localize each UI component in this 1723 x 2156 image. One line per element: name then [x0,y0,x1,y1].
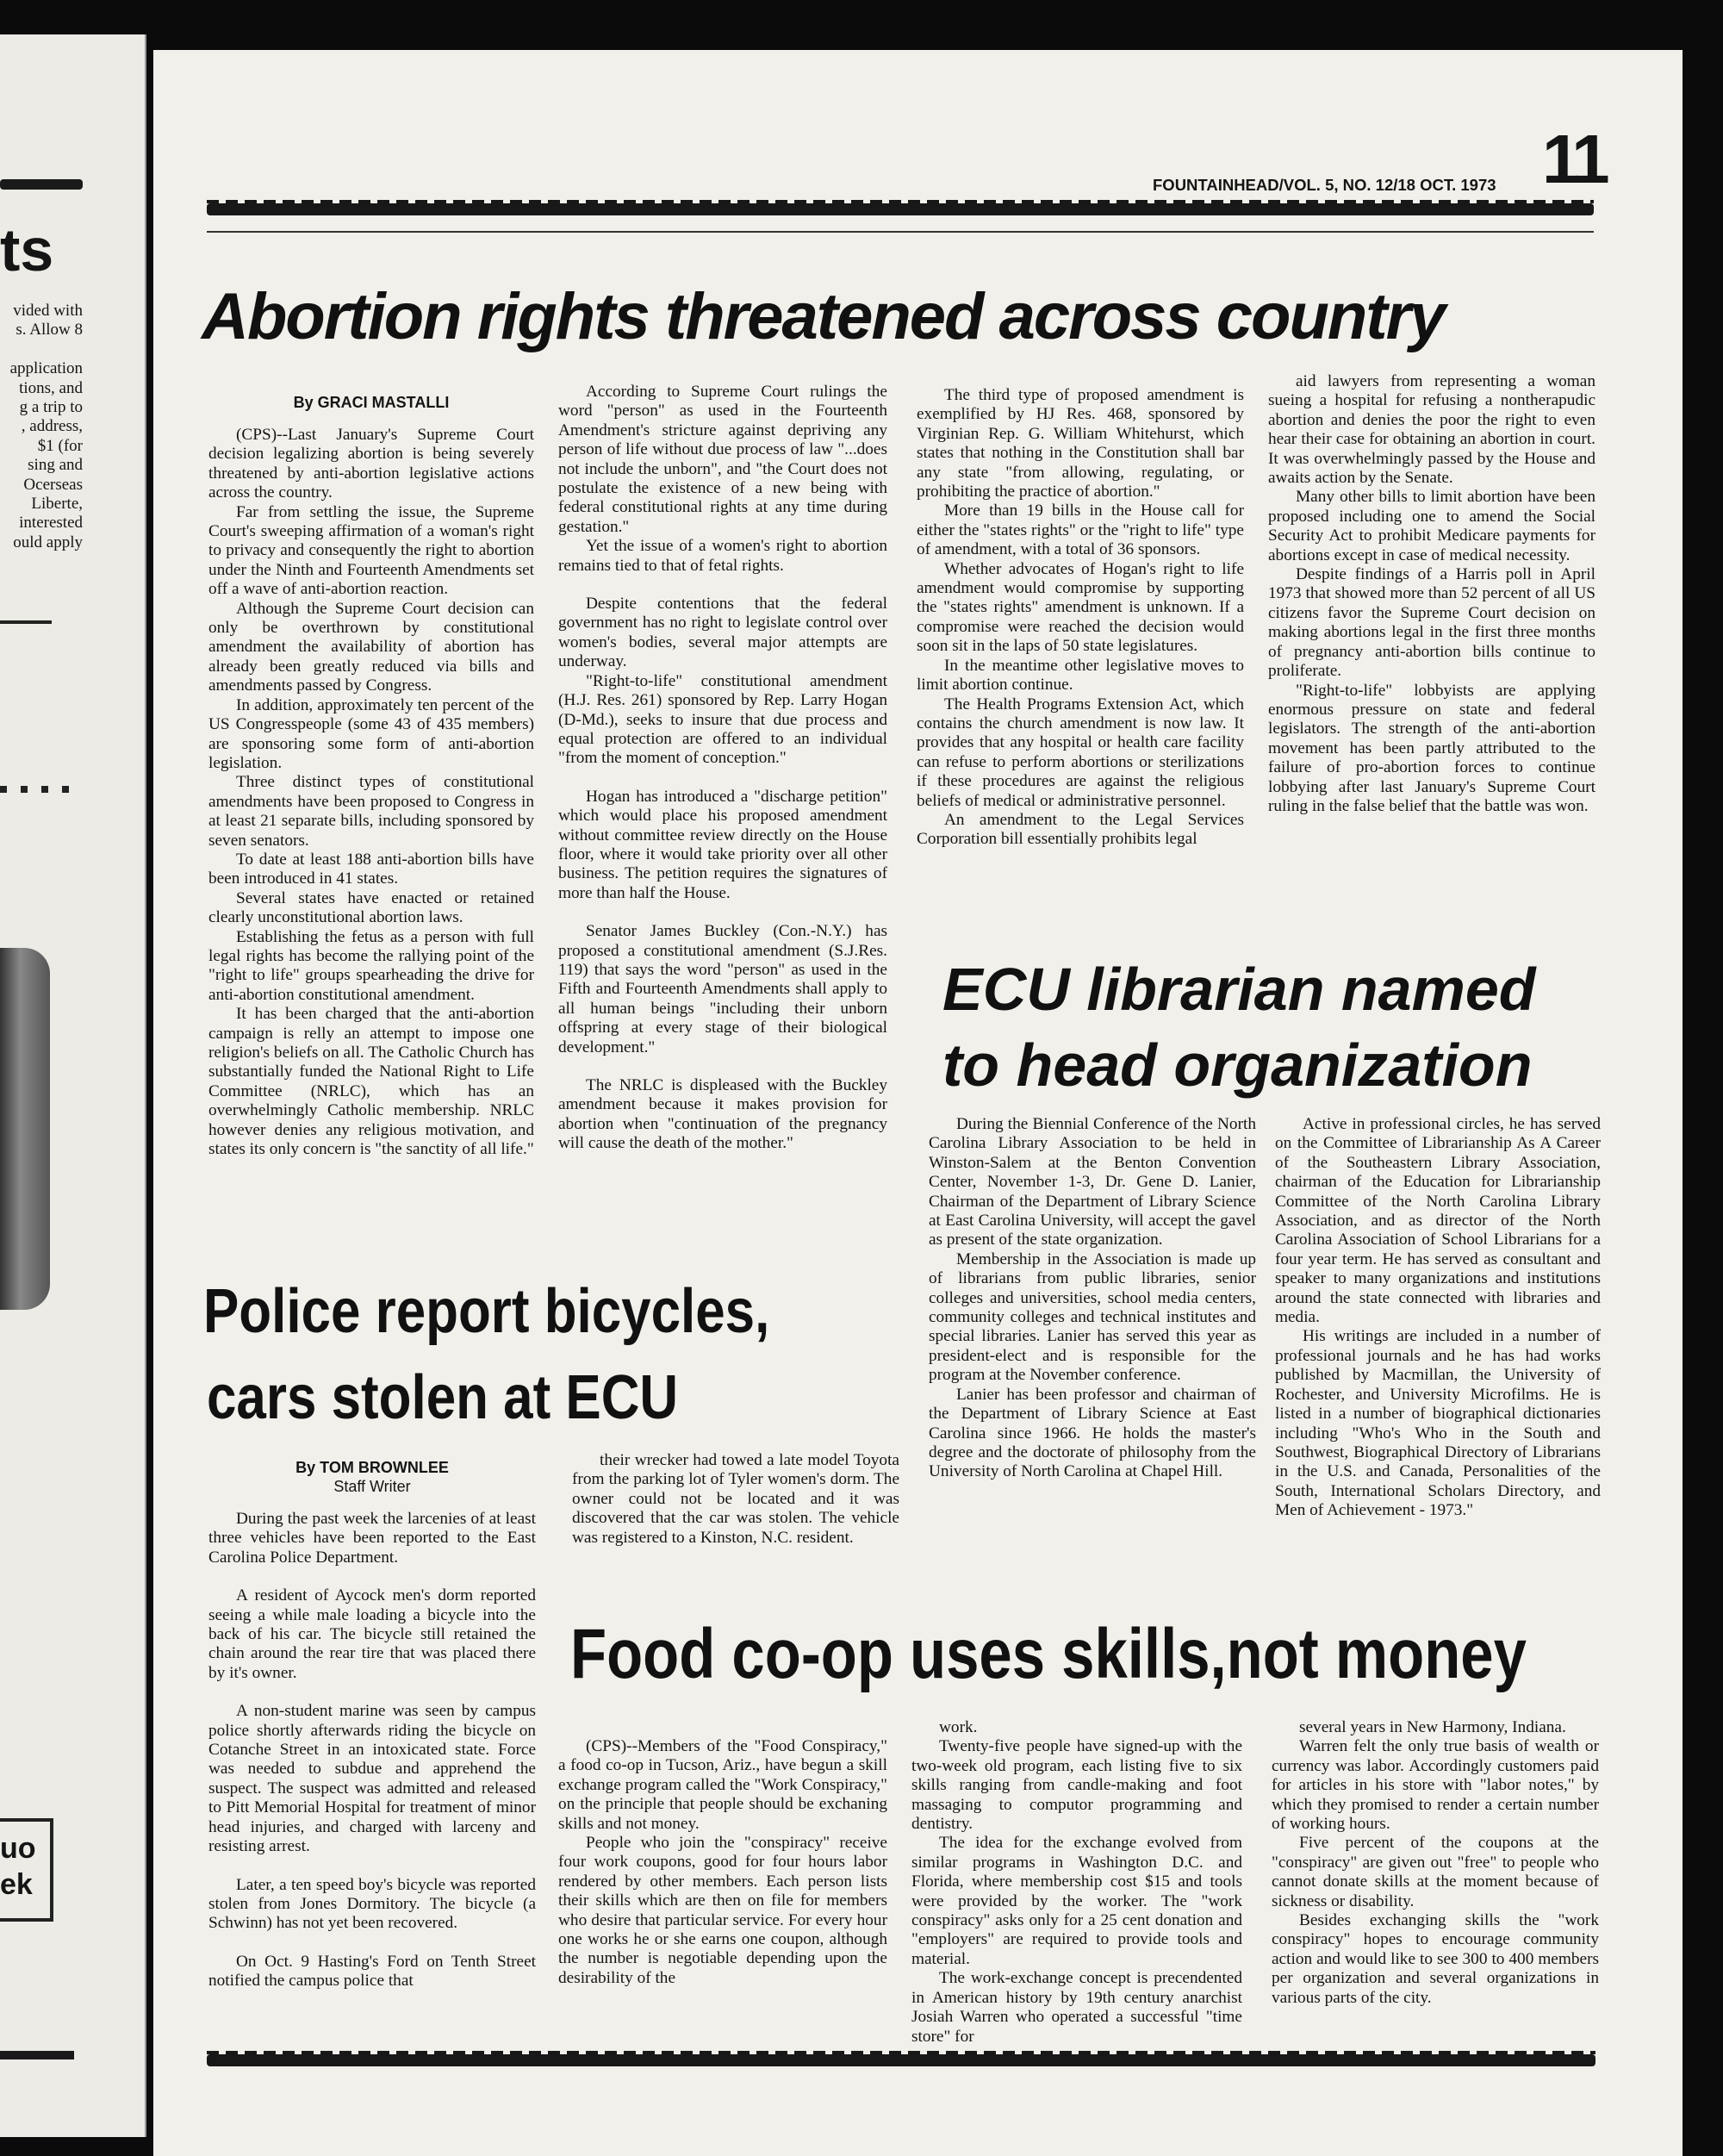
left-page-line: $1 (for [37,436,83,455]
paragraph: During the Biennial Conference of the North Carolina Library Association to be held in Winston-Salem at the Benton Convention Center, November 1-3, Dr. Gene D. Lanier, Chairman of the Department of Library Science at East Carolina University, will accept the gavel as present of the state organization. [929,1115,1256,1249]
paragraph: Far from settling the issue, the Supreme Court's sweeping affirmation of a woman's right to privacy and consequently the right to abortion under the Ninth and Fourteenth Amendments set off a wave of anti-abortion reaction. [208,502,534,599]
left-page-line: , address, [21,417,83,436]
article4-col3 [1272,1718,1599,2082]
paragraph: Later, a ten speed boy's bicycle was reported stolen from Jones Dormitory. The bicycle (a Schwinn) has not yet been recovered. [208,1875,536,1933]
paragraph: work. [939,1718,978,1736]
headline-police-report-line1: Police report bicycles, [203,1277,770,1346]
paragraph: To date at least 188 anti-abortion bills have been introduced in 41 states. [208,850,534,888]
paragraph: Several states have enacted or retained clearly unconstitutional abortion laws. [208,888,534,927]
left-page-line: Ocerseas [23,475,83,494]
left-page-text-lines [0,302,86,595]
paragraph: (CPS)--Last January's Supreme Court decision legalizing abortion is being severely threatened by anti-abortion legislative actions across the country. [208,426,534,502]
paragraph: Besides exchanging skills the "work conspiracy" hopes to encourage community action and would like to see 300 to 400 members per organization and several organizations in various parts of the city. [1272,1911,1599,2007]
newspaper-page [153,50,1683,2156]
left-page-divider [0,620,52,624]
article3-byline-role: Staff Writer [333,1478,411,1495]
paragraph: Establishing the fetus as a person with full legal rights has become the rallying point of the "right to life" groups spearheading the drive for anti-abortion constitutional amendment. [208,927,534,1004]
paragraph: The Health Programs Extension Act, which contains the church amendment is now law. It provides that any hospital or health care facility can refuse to perform abortions or sterilizations if these procedures are against the religious beliefs of medical or administrative personnel. [917,695,1244,810]
paragraph: Membership in the Association is made up of librarians from public libraries, senior colleges and universities, school media centers, community colleges and technical institutes and special libraries. Lanier has served this year as president-elect and is responsible for the program at the November conference. [929,1249,1256,1385]
paragraph: Hogan has introduced a "discharge petition" which would place his proposed amendment without committee review directly on the House floor, where it would take priority over all other business. The petition requires the signatures of more than half the House. [558,787,887,902]
paragraph: During the past week the larcenies of at least three vehicles have been reported to the East Carolina Police Department. [208,1510,536,1567]
header-rule [207,203,1594,215]
article4-col2 [911,1718,1242,2082]
paragraph: "Right-to-life" lobbyists are applying enormous pressure on state and federal legislators. The strength of the anti-abortion movement has been partly attributed to the failure of pro-abortion forces to continue lobbying after last January's Supreme Court ruling in the false belief that the battle was won. [1268,681,1595,815]
article1-col2 [558,383,887,1299]
headline-ecu-librarian-line1: ECU librarian named [942,956,1536,1023]
paragraph: A non-student marine was seen by campus police shortly afterwards riding the bicycle on Cotanche Street in an intoxicated state. Force was needed to subdue and apprehend the suspect. The suspect was admitted and released to Pitt Memorial Hospital for treatment of minor head injuries, and charged with larceny and resisting arrest. [208,1702,536,1856]
article3-byline-name: By TOM BROWNLEE [295,1459,449,1476]
left-page-line: interested [19,514,83,533]
paragraph: A resident of Aycock men's dorm reported seeing a while male loading a bicycle into the back of his car. The bicycle still retained the chain around the rear tire that was placed there by it's owner. [208,1586,536,1682]
paragraph: several years in New Harmony, Indiana. [1299,1718,1566,1736]
left-page-ad-box [0,1818,53,1922]
headline-abortion-rights: Abortion rights threatened across country [202,280,1445,353]
paragraph: More than 19 bills in the House call for either the "states rights" or the "right to life" type of amendment, with a total of 36 sponsors. [917,502,1244,559]
paragraph: In the meantime other legislative moves to limit abortion continue. [917,656,1244,695]
paragraph: On Oct. 9 Hasting's Ford on Tenth Street notified the campus police that [208,1952,536,1991]
header-hairline [207,231,1594,233]
paragraph: In addition, approximately ten percent of the US Congresspeople (some 43 of 435 members) are sponsoring some form of anti-abortion legislation. [208,695,534,772]
paragraph: their wrecker had towed a late model Toyota from the parking lot of Tyler women's dorm. The owner could not be located and it was discovered that the car was stolen. The vehicle was registered to a Kinston, N.C. resident. [572,1451,899,1547]
left-page-line: tions, and [19,378,83,397]
headline-food-coop: Food co-op uses skills,not money [570,1615,1527,1693]
article3-col1 [208,1451,536,2115]
paragraph: Although the Supreme Court decision can only be overthrown by constitutional amendment the availability of abortion has already been greatly reduced via bills and amendments passed by Congress. [208,599,534,695]
paragraph: Warren felt the only true basis of wealth or currency was labor. Accordingly customers paid for articles in his store with "labor notes," by which they promised to render a certain number of working hours. [1272,1737,1599,1834]
paragraph: Many other bills to limit abortion have been proposed including one to amend the Social Security Act to prohibit Medicare payments for abortions except in case of medical necessity. [1268,488,1595,564]
left-page-line: s. Allow 8 [16,321,83,340]
paragraph: His writings are included in a number of professional journals and he has had works published by Macmillan, the University of Rochester, and University Microfilms. He is listed in a number of biographical dictionaries including "Who's Who in the South and Southwest, Biographical Directory of Librarians in the U.S. and Canada, Personalities of the South, International Scholars Directory, and Men of Achievement - 1973." [1275,1327,1601,1520]
paragraph: The work-exchange concept is precendented in American history by 19th century anarchist Josiah Warren who operated a successful "time store" for [911,1969,1242,2046]
adjacent-page-fragment [0,34,146,2137]
folio-line: FOUNTAINHEAD/VOL. 5, NO. 12/18 OCT. 1973 [1153,176,1496,194]
left-page-line: sing and [28,456,83,475]
paragraph: It has been charged that the anti-abortion campaign is relly an attempt to impose one religion's beliefs on all. The Catholic Church has substantially funded the National Right to Life Committee (NRLC), which has an overwhelmingly Catholic membership. NRLC however denies any religious motivation, and states its only concern is "the sanctity of all life." [208,1005,534,1159]
article1-col3 [917,386,1244,998]
paragraph: The NRLC is displeased with the Buckley amendment because it makes provision for abortion when "continuation of the pregnancy will cause the death of the mother." [558,1076,887,1153]
article1-byline: By GRACI MASTALLI [293,394,450,411]
paragraph: Yet the issue of a women's right to abortion remains tied to that of fetal rights. [558,537,887,575]
article1-col4 [1268,372,1595,963]
paragraph: Despite contentions that the federal government has no right to legislate control over women's bodies, several major attempts are underway. [558,595,887,671]
headline-ecu-librarian-line2: to head organization [942,1031,1533,1099]
paragraph: According to Supreme Court rulings the word "person" as used in the Fourteenth Amendment's stricture against depriving any person of life without due process of law "...does not include the unborn", and "the Court does not postulate the existence of a new being with federal constitutional rights at any time during gestation." [558,383,887,536]
left-page-ad-line-2: ek [0,1868,33,1901]
paragraph: The idea for the exchange evolved from similar programs in Washington D.C. and Florida, where membership cost $15 and tools were provided by the worker. The "work conspiracy" asks only for a 25 cent donation and "employers" are required to provide tools and material. [911,1834,1242,1968]
paragraph: Senator James Buckley (Con.-N.Y.) has proposed a constitutional amendment (S.J.Res. 119) that says the word "person" as used in the Fifth and Fourteenth Amendments shall apply to all human beings "including their unborn offspring at every stage of their biological development." [558,922,887,1056]
article3-col2 [572,1451,899,1606]
left-page-line: Liberte, [31,495,83,513]
paragraph: Five percent of the coupons at the "conspiracy" are given out "free" to people who cannot donate skills at the moment because of sickness or disability. [1272,1834,1599,1910]
article3-byline [208,1458,536,1496]
article2-col2 [1275,1115,1601,1615]
left-page-dotted-rule [0,786,69,793]
paragraph: Twenty-five people have signed-up with the two-week old program, each listing five to six skills ranging from candle-making and foot massaging to computor programming and dentistry. [911,1737,1242,1834]
left-page-ad-image [0,948,50,1310]
article4-col1 [558,1737,887,2082]
paragraph: Active in professional circles, he has served on the Committee of Librarianship As A Career of the Southeastern Library Association, chairman of the Education for Librarianship Committee of the North Carolina Library Association, and as director of the North Carolina Association of School Librarians for a four year term. He has served as consultant and speaker to many organizations and institutions around the state connected with libraries and media. [1275,1115,1601,1327]
left-page-line: application [9,359,83,378]
paragraph: Whether advocates of Hogan's right to life amendment would compromise by supporting the "states rights" amendment is unknown. If a compromise were reached the decision would soon sit in the laps of 50 state legislatures. [917,559,1244,656]
paragraph: "Right-to-life" constitutional amendment (H.J. Res. 261) sponsored by Rep. Larry Hogan (D-Md.), seeks to insure that due process and equal protection are offered to an individual "from the moment of conception." [558,671,887,768]
paragraph: The third type of proposed amendment is exemplified by HJ Res. 468, sponsored by Virginian Rep. G. William Whitehurst, which states that nothing in the Constitution shall bar any state "from allowing, regulating, or prohibiting the practice of abortion." [917,386,1244,502]
headline-police-report-line2: cars stolen at ECU [207,1363,679,1432]
left-page-line: g a trip to [19,398,83,416]
left-page-line: ould apply [13,533,83,551]
left-page-bottom-rule [0,2051,74,2059]
footer-rule [207,2054,1595,2066]
paragraph: Three distinct types of constitutional amendments have been proposed to Congress in at least 21 separate bills, including sponsored by seven senators. [208,773,534,850]
paragraph: Lanier has been professor and chairman of the Department of Library Science at East Carolina since 1966. He holds the master's degree and the doctorate of philosophy from the University of North Carolina at Chapel Hill. [929,1385,1256,1481]
left-page-ad-line-1: uo [0,1832,36,1865]
page-number: 11 [1542,121,1605,197]
article1-col1 [208,386,534,1299]
paragraph: An amendment to the Legal Services Corporation bill essentially prohibits legal [917,810,1244,849]
left-page-line: vided with [13,302,83,320]
paragraph: (CPS)--Members of the "Food Conspiracy," a food co-op in Tucson, Ariz., have begun a skill exchange program called the "Work Conspiracy," on the principle that people should be exchaning skills and not money. [558,1737,887,1833]
left-page-rule [0,179,83,190]
paragraph: aid lawyers from representing a woman sueing a hospital for refusing a nontherapudic abortion and denies the poor the right to even hear their case for obtaining an abortion in court. It was overwhelmingly passed by the House and awaits action by the Senate. [1268,372,1595,488]
article2-col1 [929,1115,1256,1644]
paragraph: People who join the "conspiracy" receive four work coupons, good for four hours labor rendered by other members. Each person lists their skills which are then on file for members who desire that particular service. For every hour one works he or she earns one coupon, although the number is negotiable depending upon the desirability of the [558,1834,887,1987]
left-page-headline-fragment: ts [0,216,54,284]
paragraph: Despite findings of a Harris poll in April 1973 that showed more than 52 percent of all US citizens favor the Supreme Court decision on making abortions legal in the first three months of pregnancy anti-abortion bills continue to proliferate. [1268,565,1595,681]
